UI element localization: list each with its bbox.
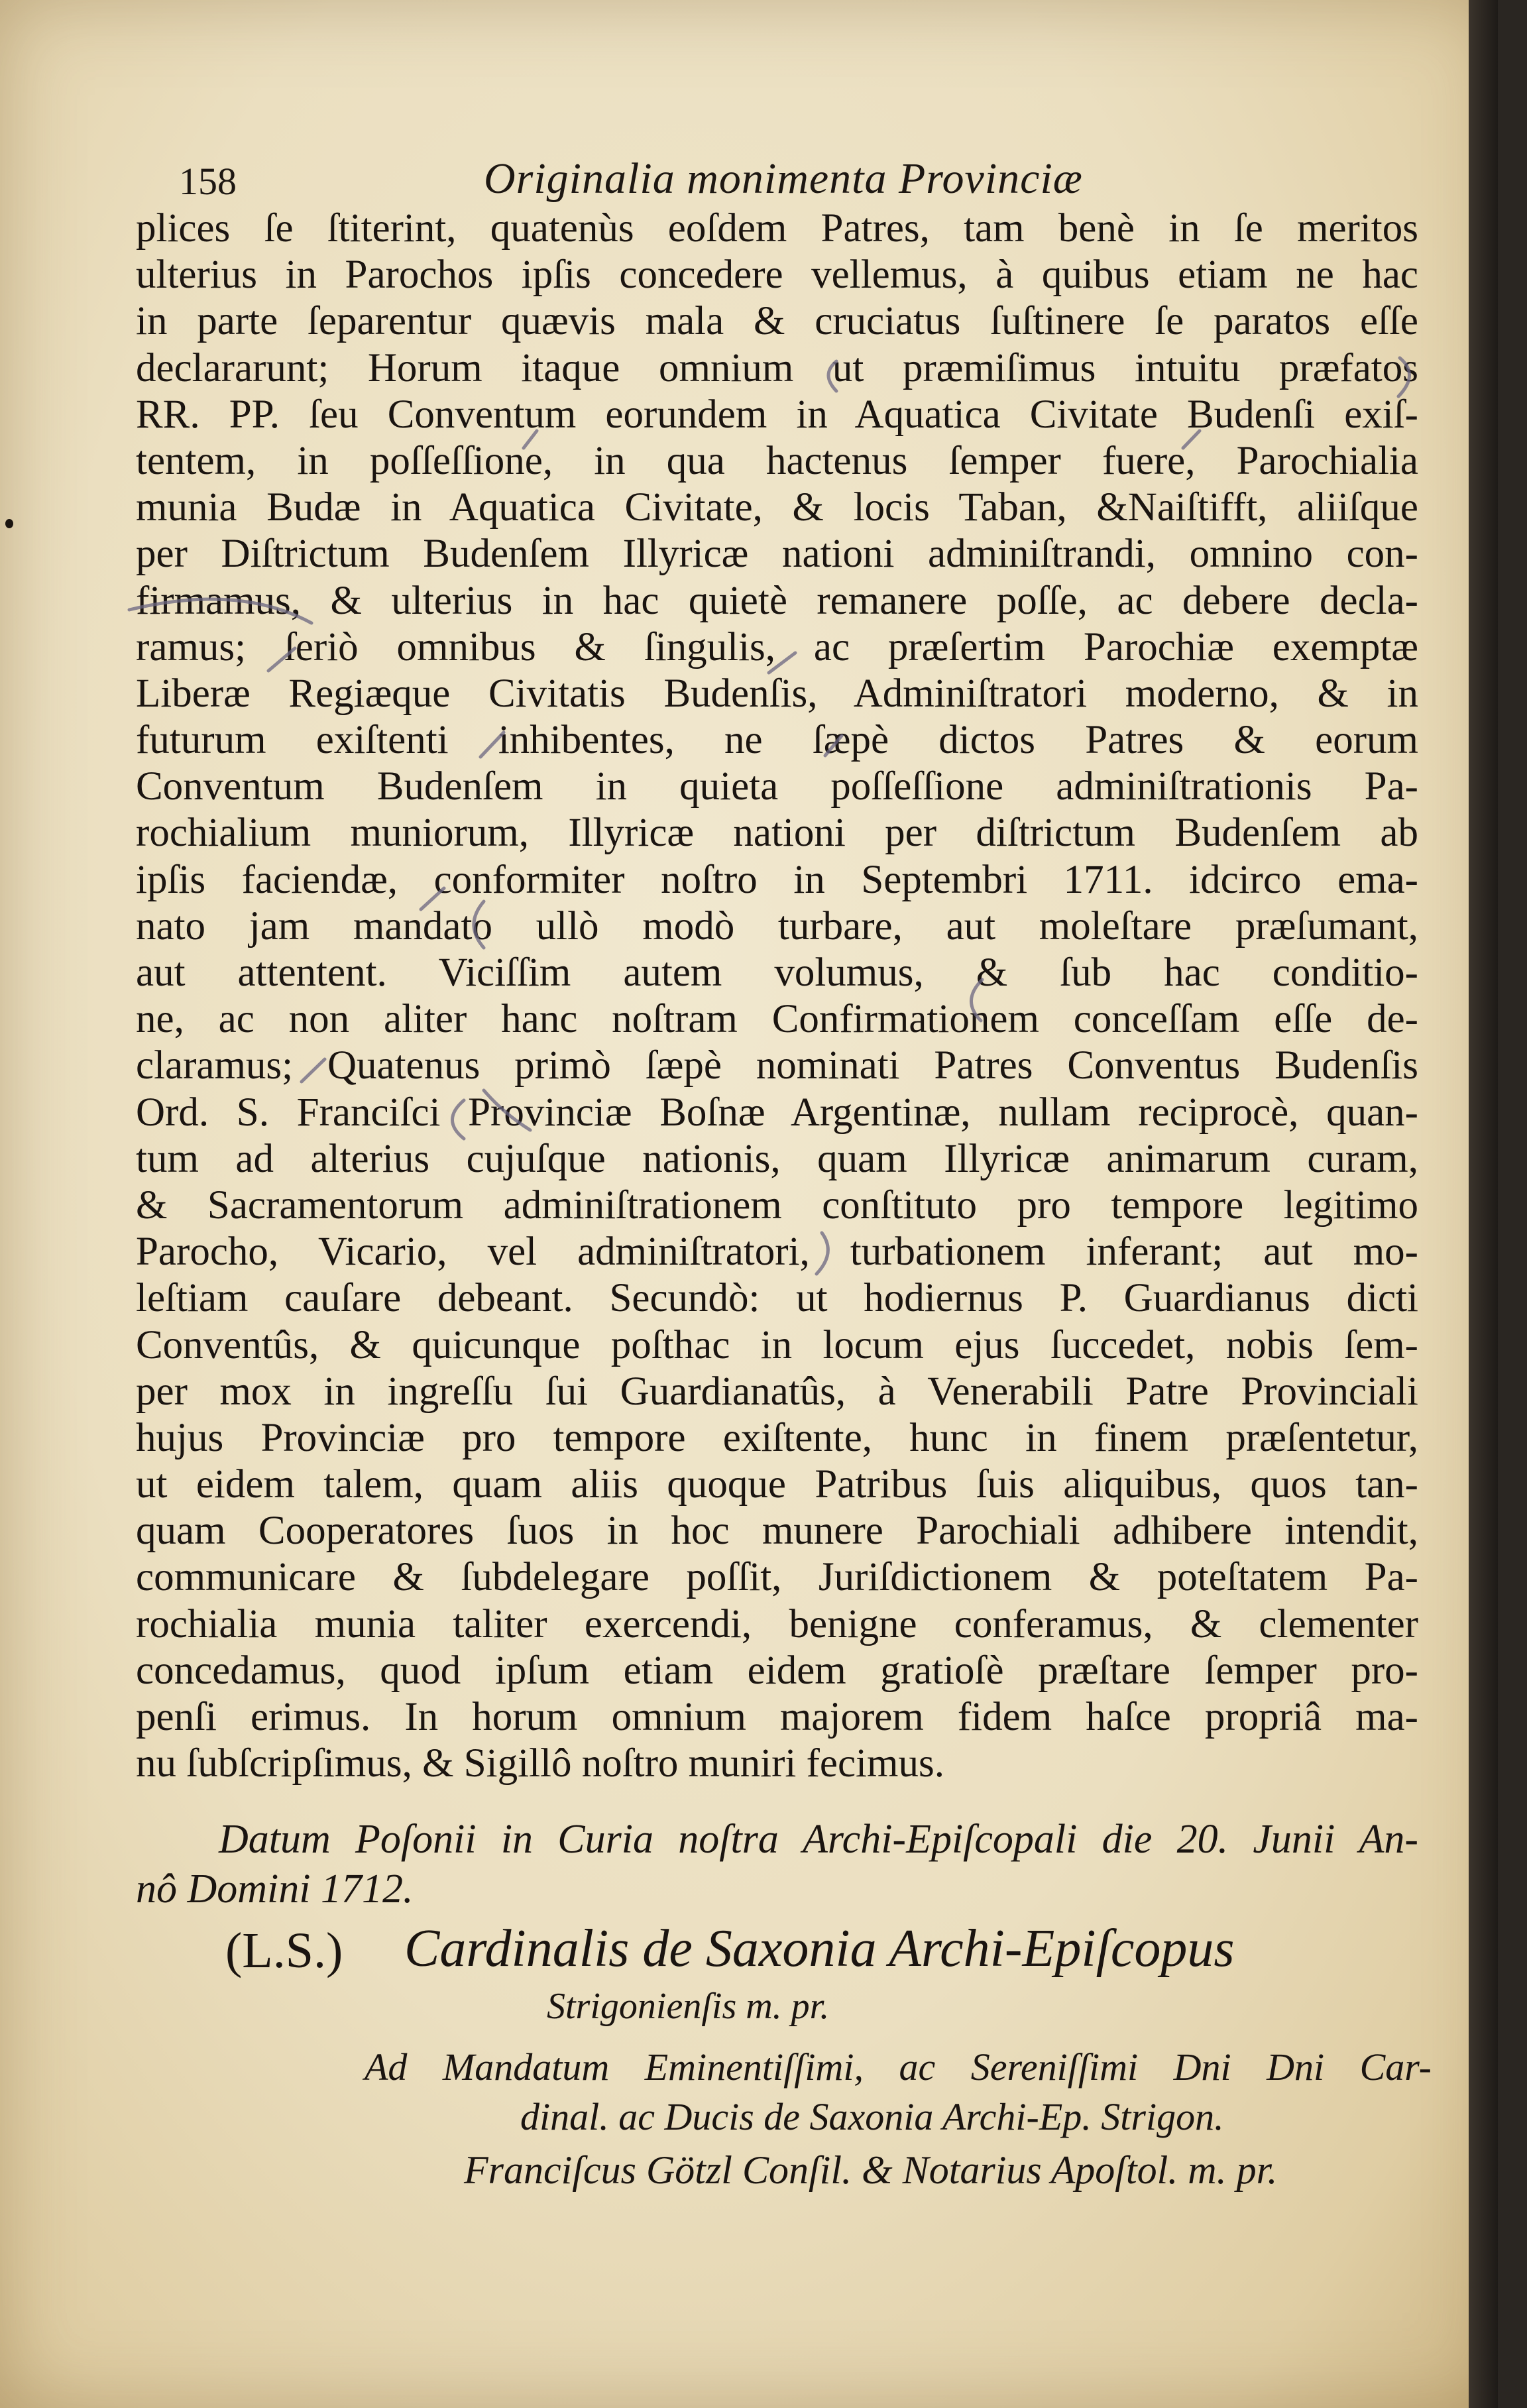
text-line: penſi erimus. In horum omnium majorem fidem haſce propriâ ma- (136, 1695, 1418, 1739)
text-line: & Sacramentorum adminiſtrationem conſtituto pro tempore legitimo (136, 1182, 1418, 1228)
text-line: rochialium muniorum, Illyricæ nationi per diſtrictum Budenſem ab (136, 811, 1418, 856)
text-line: in parte ſeparentur quævis mala & cruciatus ſuſtinere ſe paratos eſſe (136, 299, 1418, 344)
margin-ink-dot (5, 519, 13, 528)
text-line: quam Cooperatores ſuos in hoc munere Parochiali adhibere intendit, (136, 1509, 1418, 1554)
page-header (179, 150, 1385, 209)
text-line: Parocho, Vicario, vel adminiſtratori, turbationem inferant; aut mo- (136, 1230, 1418, 1275)
text-line: ne, ac non aliter hanc noſtram Confirmationem conceſſam eſſe de- (136, 997, 1418, 1042)
text-line: munia Budæ in Aquatica Civitate, & locis Taban, &Naiſtifft, aliiſque (136, 485, 1418, 530)
text-line: nu ſubſcripſimus, & Sigillô noſtro muniri fecimus. (136, 1741, 944, 1786)
mandate-line-continued: dinal. ac Ducis de Saxonia Archi-Ep. Strigon. (520, 2095, 1224, 2138)
signatory-see: Strigonienſis m. pr. (547, 1986, 830, 2027)
page-edge-shadow (1469, 0, 1498, 2408)
text-line: ulterius in Parochos ipſis concedere vellemus, à quibus etiam ne hac (136, 253, 1418, 298)
text-line: hujus Provinciæ pro tempore exiſtente, hunc in finem præſentetur, (136, 1415, 1418, 1460)
text-line: plices ſe ſtiterint, quatenùs eoſdem Patres, tam benè in ſe meritos (136, 206, 1418, 251)
text-line: declararunt; Horum itaque omnium ut præmiſimus intuitu præfatos (136, 345, 1418, 390)
text-line: per Diſtrictum Budenſem Illyricæ nationi adminiſtrandi, omnino con- (136, 532, 1418, 577)
dated-line-continued: nô Domini 1712. (136, 1866, 414, 1912)
dated-line: Datum Poſonii in Curia noſtra Archi-Epiſcopali die 20. Junii An- (219, 1817, 1418, 1862)
mandate-line: Ad Mandatum Eminentiſſimi, ac Sereniſſimi Dni Dni Car- (365, 2045, 1432, 2089)
text-line: Conventûs, & quicunque poſthac in locum ejus ſuccedet, nobis ſem- (136, 1322, 1418, 1367)
text-line: ipſis faciendæ, conformiter noſtro in Septembri 1711. idcirco ema- (136, 857, 1418, 902)
text-line: aut attentent. Viciſſim autem volumus, & ſub hac conditio- (136, 950, 1418, 995)
notary-signature: Franciſcus Götzl Conſil. & Notarius Apoſtol. m. pr. (464, 2148, 1278, 2192)
text-line: tum ad alterius cujuſque nationis, quam Illyricæ animarum curam, (136, 1136, 1418, 1181)
text-line: Liberæ Regiæque Civitatis Budenſis, Adminiſtratori moderno, & in (136, 671, 1418, 716)
text-line: ramus; ſeriò omnibus & ſingulis, ac præſertim Parochiæ exemptæ (136, 624, 1418, 669)
text-line: futurum exiſtenti inhibentes, ne ſæpè dictos Patres & eorum (136, 718, 1418, 763)
running-title: Originalia monimenta Provinciæ (484, 154, 1083, 203)
text-line: rochialia munia taliter exercendi, benigne conferamus, & clementer (136, 1601, 1418, 1646)
text-line: nato jam mandato ullò modò turbare, aut moleſtare præſumant, (136, 903, 1418, 948)
page-number: 158 (179, 160, 237, 203)
text-line: ut eidem talem, quam aliis quoque Patribus ſuis aliquibus, quos tan- (136, 1462, 1418, 1507)
text-line: tentem, in poſſeſſione, in qua hactenus ſemper fuere, Parochialia (136, 438, 1418, 483)
text-line: firmamus, & ulterius in hac quietè remanere poſſe, ac debere decla- (136, 578, 1418, 623)
text-line: RR. PP. ſeu Conventum eorundem in Aquatica Civitate Budenſi exiſ- (136, 392, 1418, 437)
text-line: communicare & ſubdelegare poſſit, Juriſdictionem & poteſtatem Pa- (136, 1555, 1418, 1600)
text-line: Ord. S. Franciſci Provinciæ Boſnæ Argentinæ, nullam reciprocè, quan- (136, 1090, 1418, 1135)
text-line: per mox in ingreſſu ſui Guardianatûs, à Venerabili Patre Provinciali (136, 1369, 1418, 1414)
text-line: concedamus, quod ipſum etiam eidem gratioſè præſtare ſemper pro- (136, 1648, 1418, 1693)
text-line: claramus; Quatenus primò ſæpè nominati Patres Conventus Budenſis (136, 1043, 1418, 1088)
seal-mark: (L.S.) (225, 1923, 343, 1978)
signatory-name: Cardinalis de Saxonia Archi-Epiſcopus (404, 1920, 1235, 1978)
body-text (136, 205, 1418, 1787)
text-line: Conventum Budenſem in quieta poſſeſſione adminiſtrationis Pa- (136, 764, 1418, 809)
text-line: leſtiam cauſare debeant. Secundò: ut hodiernus P. Guardianus dicti (136, 1276, 1418, 1321)
